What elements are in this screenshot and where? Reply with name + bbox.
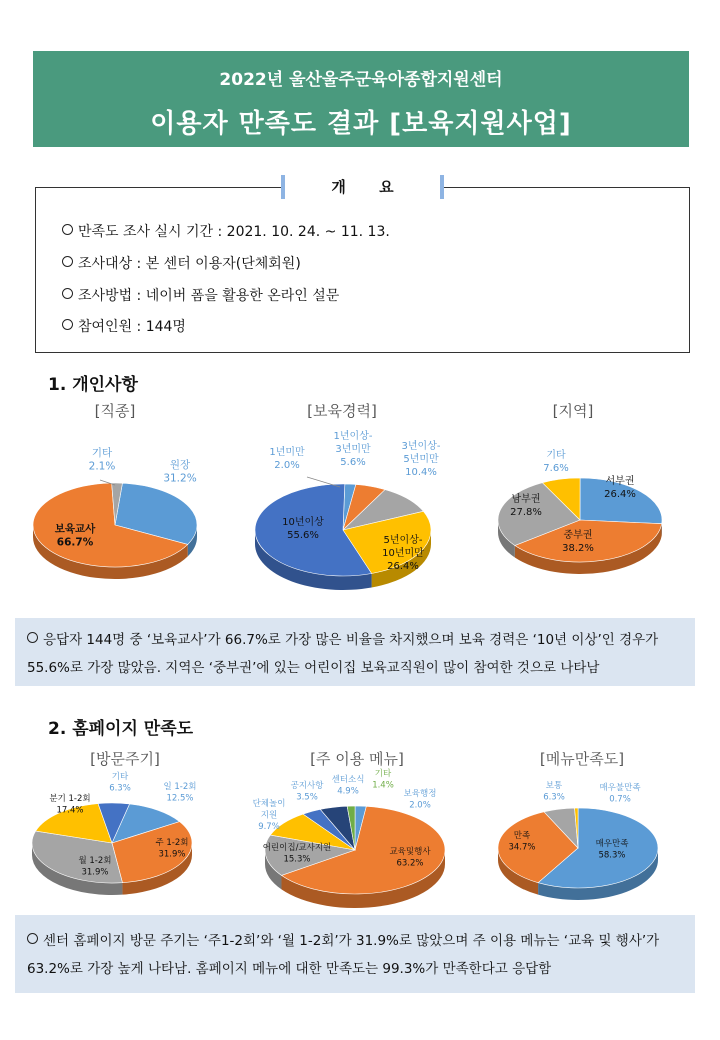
header-title: 이용자 만족도 결과 [보육지원사업]: [150, 109, 572, 139]
pie-label-text: 보통: [545, 781, 563, 791]
bullet-icon: [62, 224, 73, 235]
pie-label-text: 주 1-2회: [155, 838, 189, 848]
pie-value-text: 58.3%: [598, 850, 626, 861]
pie-value-text: 27.8%: [510, 507, 542, 518]
overview-item: 조사대상 : 본 센터 이용자(단체회원): [62, 253, 301, 273]
chart-title: [지역]: [552, 402, 594, 420]
overview-title: 개 요: [281, 175, 444, 199]
pie-chart-experience: [245, 425, 455, 590]
pie-chart-menu-satisfaction: [490, 772, 675, 902]
pie-value-text: 2.0%: [409, 800, 431, 811]
pie-value-text: 17.4%: [56, 805, 84, 816]
pie-value-text: 31.9%: [158, 849, 186, 860]
pie-label-text: 어린이집/교사지원: [262, 843, 332, 853]
pie-chart-jobs: [30, 440, 220, 590]
pie-label-text: 기타: [111, 772, 129, 782]
pie-label-text: 만족: [513, 831, 531, 841]
pie-label-text: 일 1-2회: [163, 782, 197, 792]
header-subtitle: 2022년 울산울주군육아종합지원센터: [219, 70, 503, 90]
pie-label-text: 5년이상-: [383, 535, 423, 546]
pie-label-text: 보육행정: [403, 789, 437, 799]
chart-title: [방문주기]: [90, 750, 160, 768]
pie-value-text: 0.7%: [609, 794, 631, 805]
summary-box-2: [15, 915, 695, 993]
pie-label-text: 1년이상-: [333, 431, 373, 442]
section1-heading: 1. 개인사항: [48, 375, 138, 395]
chart-title: [주 이용 메뉴]: [310, 750, 404, 768]
pie-chart-visit-frequency: [30, 765, 230, 900]
pie-value-text: 9.7%: [258, 822, 280, 832]
pie-label-text: 5년미만: [403, 454, 439, 465]
pie-label-text: 매우불만족: [599, 783, 641, 793]
pie-value-text: 34.7%: [508, 842, 536, 853]
pie-label-text: 지원: [260, 810, 278, 821]
overview-item: 참여인원 : 144명: [62, 316, 186, 336]
pie-label-text: 10년이상: [282, 517, 324, 528]
bullet-icon: [27, 632, 38, 643]
pie-value-text: 26.4%: [604, 489, 636, 500]
bullet-icon: [27, 933, 38, 944]
pie-value-text: 15.3%: [283, 854, 311, 865]
pie-value-text: 63.2%: [396, 858, 424, 869]
pie-label-text: 원장: [169, 459, 191, 471]
pie-label-text: 기타: [374, 769, 392, 779]
pie-label-text: 공지사항: [290, 781, 324, 791]
chart-title: [메뉴만족도]: [539, 750, 625, 768]
pie-label-text: 중부권: [563, 530, 593, 541]
pie-label-text: 1년미만: [269, 447, 305, 458]
pie-value-text: 31.9%: [81, 867, 109, 878]
chart-title: [직종]: [94, 402, 136, 420]
pie-value-text: 2.0%: [274, 460, 300, 471]
pie-label-text: 서부권: [605, 476, 635, 487]
pie-label-text: 매우만족: [595, 839, 629, 849]
pie-value-text: 55.6%: [287, 530, 319, 541]
pie-value-text: 38.2%: [562, 543, 594, 554]
pie-value-text: 12.5%: [166, 793, 194, 804]
pie-label-text: 월 1-2회: [78, 856, 112, 866]
pie-value-text: 5.6%: [340, 457, 366, 468]
bullet-icon: [62, 288, 73, 299]
pie-label-text: 센터소식: [331, 775, 365, 785]
pie-chart-main-menu: [245, 762, 465, 912]
pie-value-text: 7.6%: [543, 463, 569, 474]
pie-value-text: 2.1%: [88, 460, 116, 473]
pie-label-text: 3년이상-: [401, 441, 441, 452]
summary-text: 센터 홈페이지 방문 주기는 ‘주1-2회’와 ‘월 1-2회’가 31.9%로 많았으며 주 이용 메뉴는 ‘교육 및 행사’가 63.2%로 가장 높게 나타남. 홈페이지 메뉴에 대한 만족도는 99.3%가 만족한다고 응답함: [27, 933, 660, 977]
summary-box-1: [15, 618, 695, 686]
section2-heading: 2. 홈페이지 만족도: [48, 719, 194, 739]
bullet-icon: [62, 256, 73, 267]
pie-value-text: 66.7%: [56, 536, 94, 549]
pie-value-text: 6.3%: [543, 792, 565, 803]
pie-value-text: 4.9%: [337, 786, 359, 797]
overview-item: 만족도 조사 실시 기간 : 2021. 10. 24. ~ 11. 13.: [62, 221, 390, 241]
pie-value-text: 3.5%: [296, 792, 318, 803]
chart-title: [보육경력]: [307, 402, 377, 420]
pie-value-text: 6.3%: [109, 783, 131, 794]
pie-label-text: 3년미만: [335, 444, 371, 455]
overview-item: 조사방법 : 네이버 폼을 활용한 온라인 설문: [62, 285, 339, 305]
pie-label-text: 10년미만: [382, 548, 424, 559]
pie-label-text: 분기 1-2회: [49, 794, 91, 804]
pie-value-text: 31.2%: [163, 472, 197, 485]
summary-text: 응답자 144명 중 ‘보육교사’가 66.7%로 가장 많은 비율을 차지했으며 보육 경력은 ‘10년 이상’인 경우가 55.6%로 가장 많았음. 지역은 ‘중부권’에 있는 어린이집 보육교직원이 많이 참여한 것으로 나타남: [27, 632, 659, 676]
pie-value-text: 26.4%: [387, 561, 419, 572]
pie-label-text: 보육교사: [54, 523, 96, 535]
pie-chart-region: [490, 440, 670, 585]
pie-value-text: 10.4%: [405, 467, 437, 478]
pie-label-text: 기타: [91, 447, 113, 459]
pie-label-text: 단체놀이: [252, 799, 286, 809]
pie-value-text: 1.4%: [372, 780, 394, 791]
pie-label-text: 남부권: [511, 494, 541, 505]
pie-label-text: 기타: [546, 450, 566, 461]
pie-label-text: 교육및행사: [389, 847, 431, 857]
bullet-icon: [62, 319, 73, 330]
header-banner: [33, 51, 689, 147]
